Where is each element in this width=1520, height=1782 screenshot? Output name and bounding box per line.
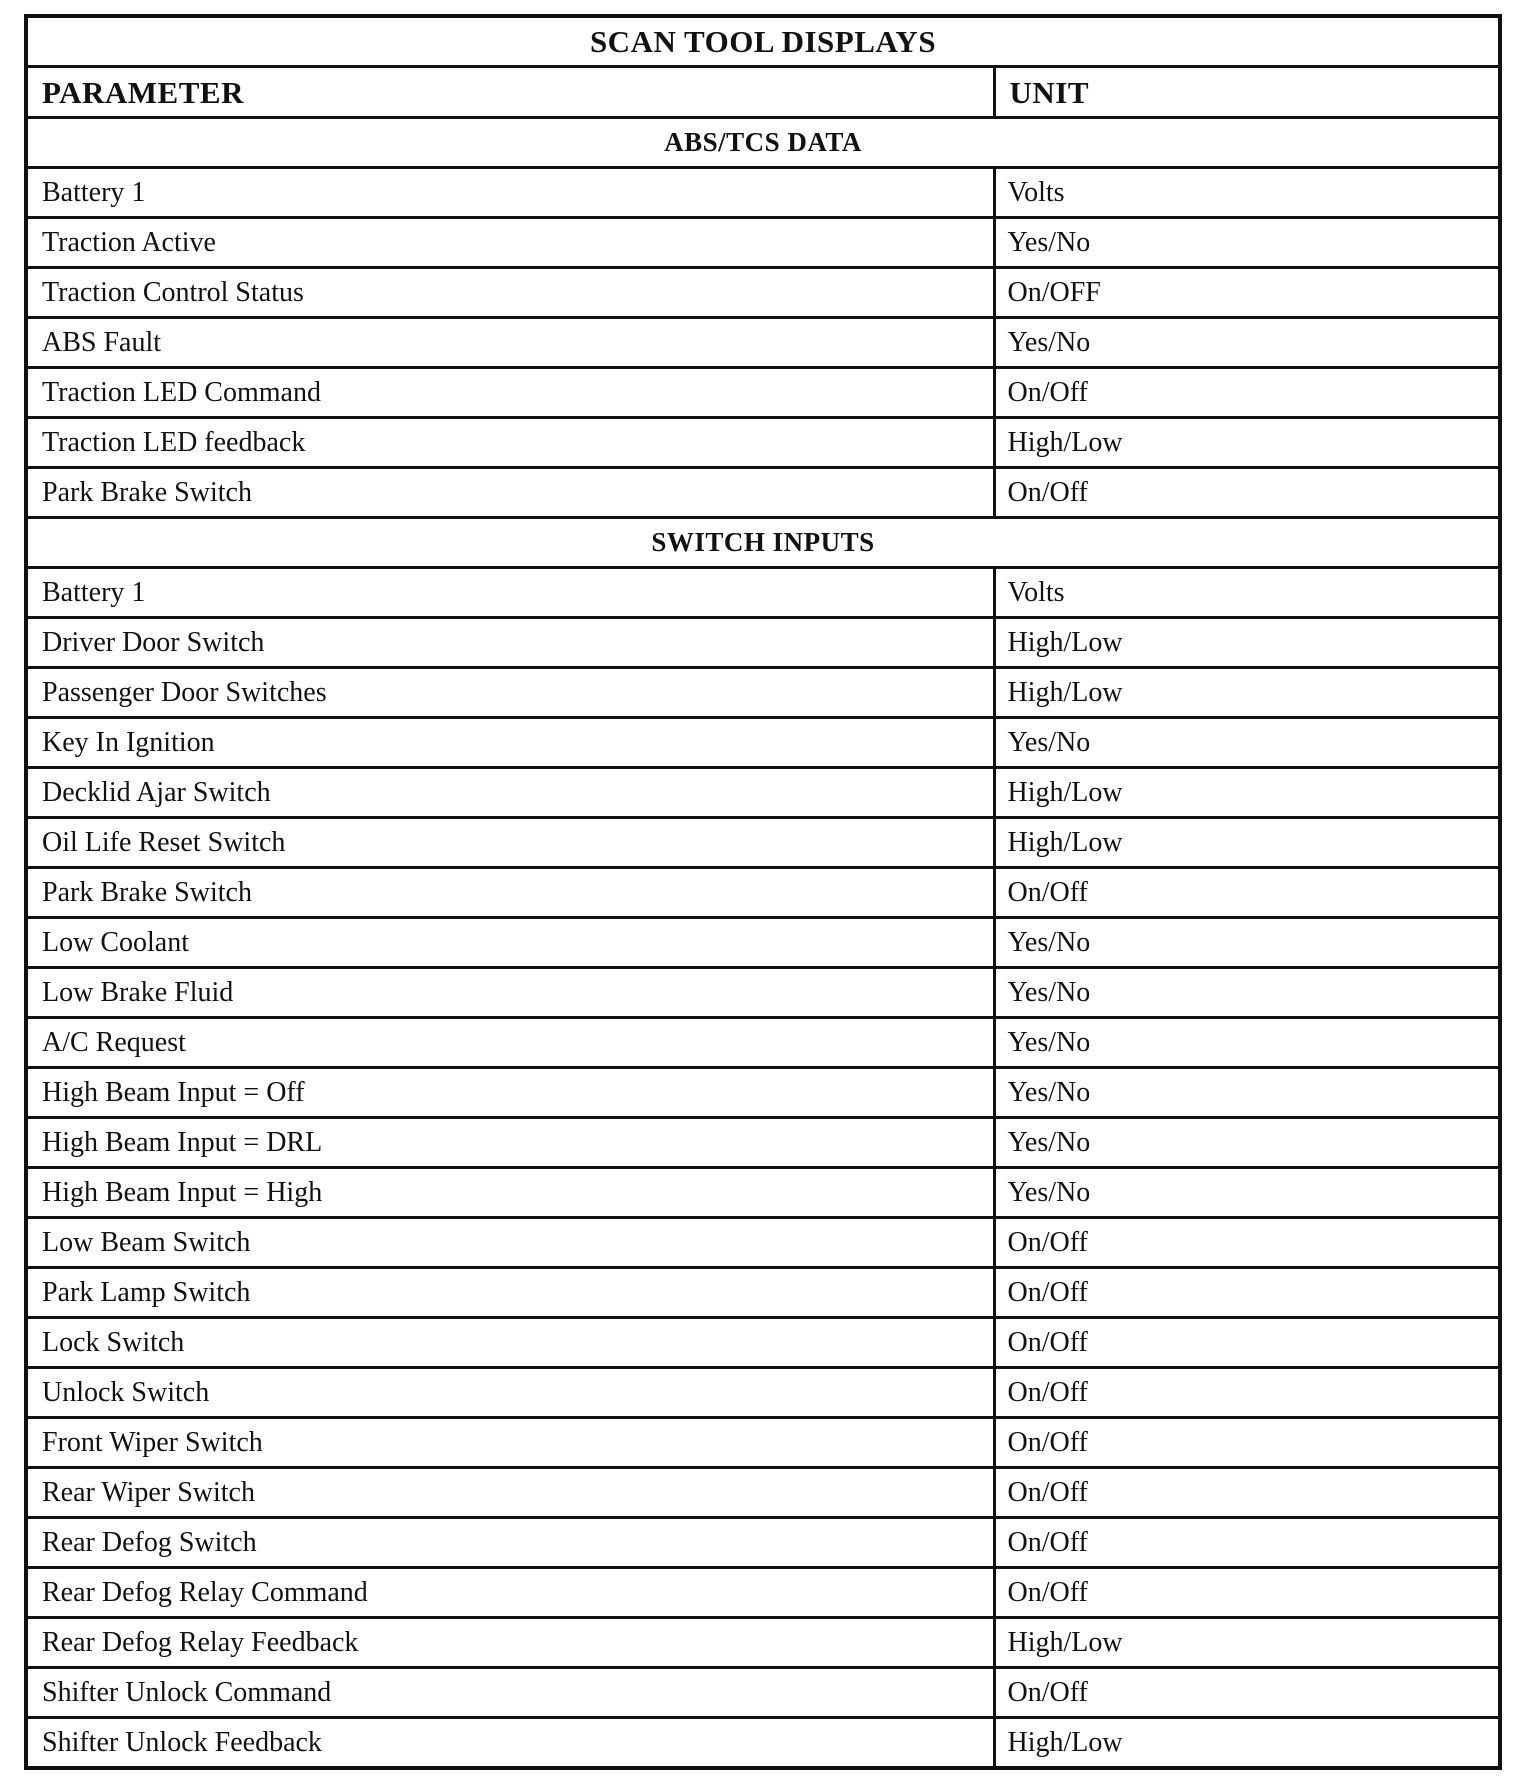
parameter-cell: Battery 1 (26, 168, 994, 218)
parameter-cell: Shifter Unlock Feedback (26, 1718, 994, 1769)
unit-cell: On/Off (994, 1268, 1500, 1318)
parameter-cell: Traction LED feedback (26, 418, 994, 468)
table-title-row (26, 16, 1500, 67)
unit-cell: High/Low (994, 418, 1500, 468)
unit-cell: On/Off (994, 1668, 1500, 1718)
table-row (26, 418, 1500, 468)
unit-cell: Yes/No (994, 1068, 1500, 1118)
table-row (26, 1118, 1500, 1168)
table-row (26, 368, 1500, 418)
unit-cell: On/Off (994, 1568, 1500, 1618)
parameter-cell: High Beam Input = High (26, 1168, 994, 1218)
unit-cell: High/Low (994, 818, 1500, 868)
parameter-cell: Shifter Unlock Command (26, 1668, 994, 1718)
unit-cell: Yes/No (994, 1018, 1500, 1068)
unit-cell: On/Off (994, 1318, 1500, 1368)
parameter-cell: Front Wiper Switch (26, 1418, 994, 1468)
parameter-cell: Rear Defog Switch (26, 1518, 994, 1568)
table-row (26, 168, 1500, 218)
table-row (26, 1568, 1500, 1618)
parameter-cell: Low Beam Switch (26, 1218, 994, 1268)
unit-cell: High/Low (994, 1618, 1500, 1668)
table-row (26, 768, 1500, 818)
parameter-column-header: PARAMETER (26, 67, 994, 118)
table-body (26, 16, 1500, 1768)
parameter-cell: Park Lamp Switch (26, 1268, 994, 1318)
table-row (26, 1368, 1500, 1418)
table-row (26, 818, 1500, 868)
table-row (26, 1218, 1500, 1268)
table-row (26, 668, 1500, 718)
table-row (26, 618, 1500, 668)
parameter-cell: Oil Life Reset Switch (26, 818, 994, 868)
section-header-row (26, 518, 1500, 568)
unit-cell: High/Low (994, 668, 1500, 718)
parameter-cell: Key In Ignition (26, 718, 994, 768)
table-row (26, 468, 1500, 518)
unit-cell: Yes/No (994, 918, 1500, 968)
table-row (26, 1718, 1500, 1769)
table-row (26, 1168, 1500, 1218)
unit-cell: Yes/No (994, 718, 1500, 768)
parameter-cell: Low Brake Fluid (26, 968, 994, 1018)
unit-cell: Volts (994, 568, 1500, 618)
parameter-cell: ABS Fault (26, 318, 994, 368)
parameter-cell: Traction Control Status (26, 268, 994, 318)
unit-column-header: UNIT (994, 67, 1500, 118)
table-row (26, 968, 1500, 1018)
table-row (26, 1418, 1500, 1468)
unit-cell: On/Off (994, 1418, 1500, 1468)
parameter-cell: Battery 1 (26, 568, 994, 618)
table-row (26, 1018, 1500, 1068)
unit-cell: Yes/No (994, 968, 1500, 1018)
table-row (26, 1518, 1500, 1568)
parameter-cell: High Beam Input = Off (26, 1068, 994, 1118)
table-row (26, 1618, 1500, 1668)
table-title: SCAN TOOL DISPLAYS (26, 16, 1500, 67)
table-row (26, 1068, 1500, 1118)
section-header-row (26, 118, 1500, 168)
table-row (26, 868, 1500, 918)
parameter-cell: Decklid Ajar Switch (26, 768, 994, 818)
parameter-cell: Unlock Switch (26, 1368, 994, 1418)
table-row (26, 318, 1500, 368)
parameter-cell: Passenger Door Switches (26, 668, 994, 718)
unit-cell: High/Low (994, 618, 1500, 668)
unit-cell: On/Off (994, 468, 1500, 518)
unit-cell: Yes/No (994, 1118, 1500, 1168)
unit-cell: On/Off (994, 368, 1500, 418)
unit-cell: High/Low (994, 768, 1500, 818)
section-header: SWITCH INPUTS (26, 518, 1500, 568)
table-row (26, 918, 1500, 968)
section-header: ABS/TCS DATA (26, 118, 1500, 168)
table-row (26, 1268, 1500, 1318)
unit-cell: On/Off (994, 1468, 1500, 1518)
table-row (26, 268, 1500, 318)
parameter-cell: Rear Wiper Switch (26, 1468, 994, 1518)
parameter-cell: Park Brake Switch (26, 468, 994, 518)
column-header-row (26, 67, 1500, 118)
parameter-cell: Traction Active (26, 218, 994, 268)
unit-cell: High/Low (994, 1718, 1500, 1769)
parameter-cell: Rear Defog Relay Command (26, 1568, 994, 1618)
parameter-cell: Traction LED Command (26, 368, 994, 418)
unit-cell: Volts (994, 168, 1500, 218)
unit-cell: On/Off (994, 868, 1500, 918)
unit-cell: Yes/No (994, 218, 1500, 268)
unit-cell: On/Off (994, 1368, 1500, 1418)
parameter-cell: Low Coolant (26, 918, 994, 968)
parameter-cell: High Beam Input = DRL (26, 1118, 994, 1168)
table-row (26, 218, 1500, 268)
scan-tool-displays-table (24, 14, 1502, 1770)
unit-cell: On/OFF (994, 268, 1500, 318)
parameter-cell: Lock Switch (26, 1318, 994, 1368)
unit-cell: On/Off (994, 1518, 1500, 1568)
unit-cell: Yes/No (994, 318, 1500, 368)
parameter-cell: Driver Door Switch (26, 618, 994, 668)
unit-cell: On/Off (994, 1218, 1500, 1268)
table-row (26, 1468, 1500, 1518)
table-row (26, 1318, 1500, 1368)
unit-cell: Yes/No (994, 1168, 1500, 1218)
table-row (26, 1668, 1500, 1718)
parameter-cell: Park Brake Switch (26, 868, 994, 918)
table-row (26, 718, 1500, 768)
parameter-cell: Rear Defog Relay Feedback (26, 1618, 994, 1668)
parameter-cell: A/C Request (26, 1018, 994, 1068)
table-row (26, 568, 1500, 618)
